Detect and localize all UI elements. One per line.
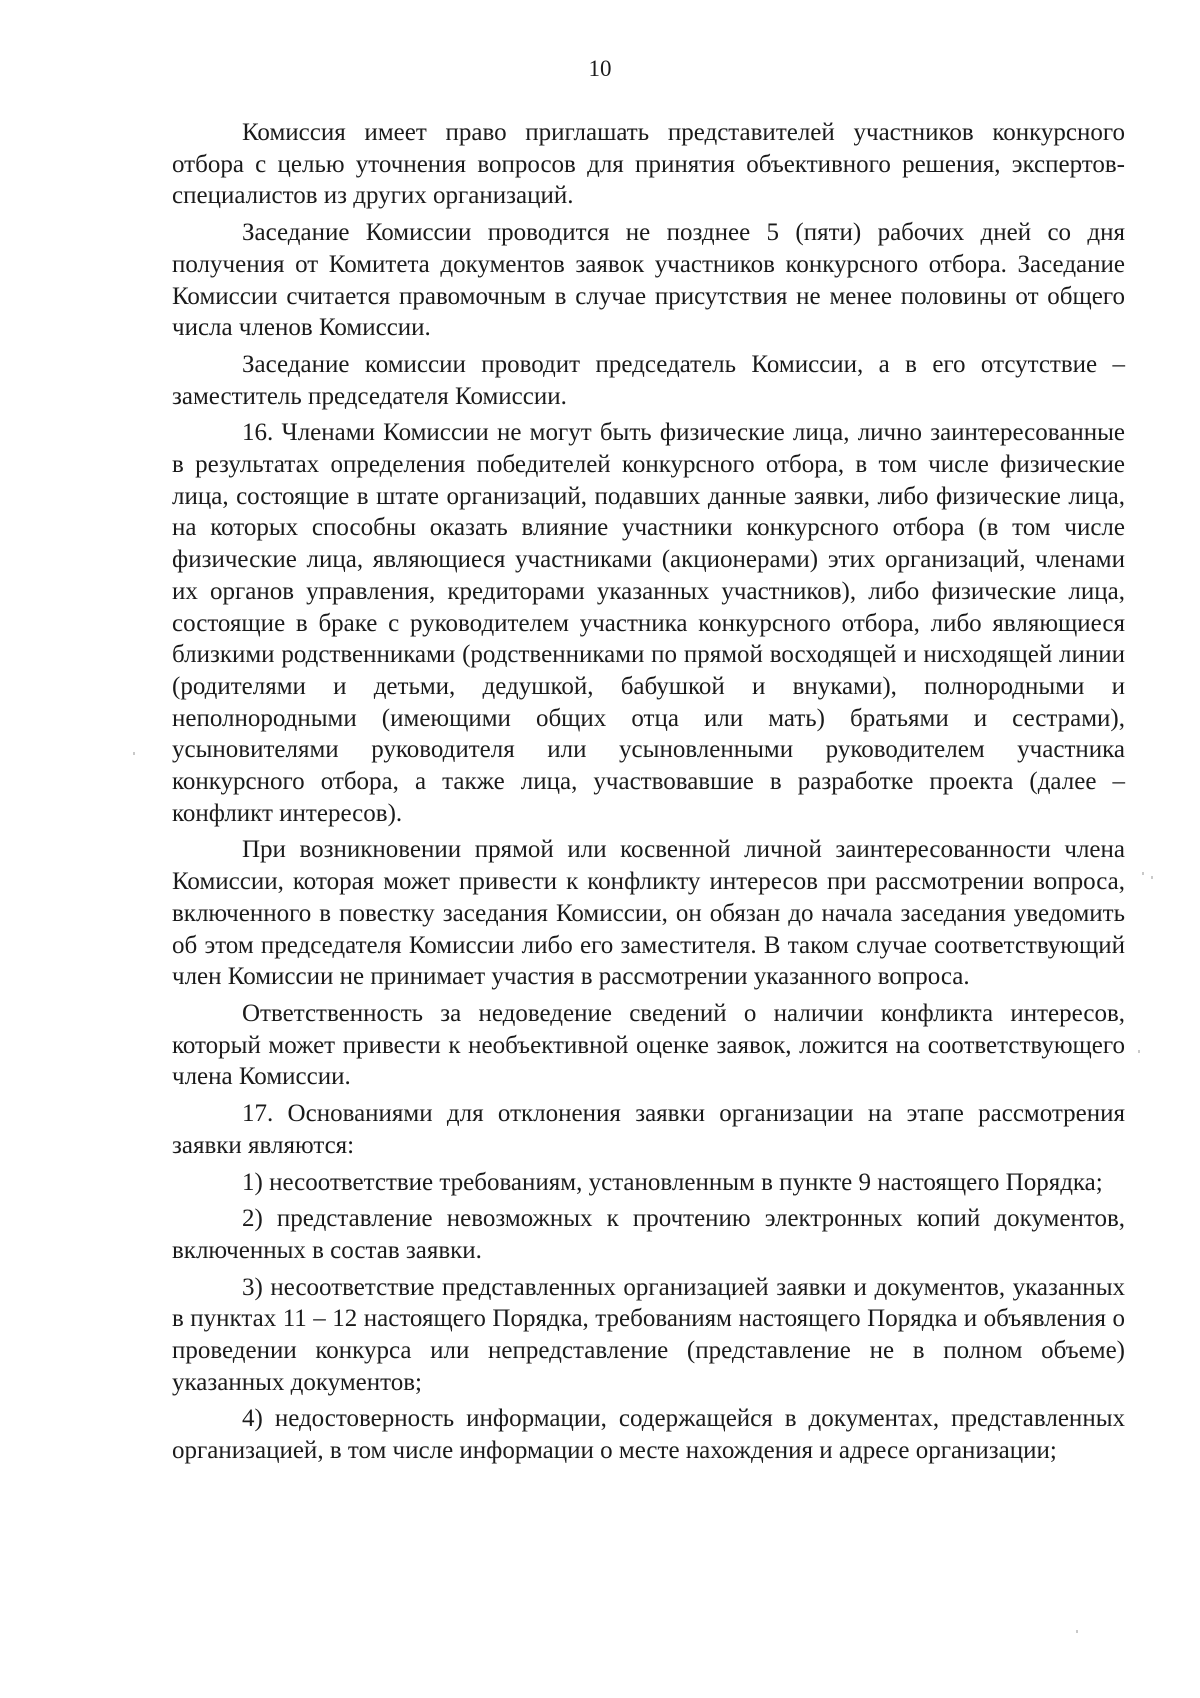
paragraph-meeting-schedule: Заседание Комиссии проводится не позднее 5 (пяти) рабочих дней со дня получения от Комитета документов заявок участников конкурсного отбора. Заседание Комиссии считается правомочным в случае присутствия не менее половины от общего числа членов Комиссии. <box>172 219 1125 342</box>
paragraph-item-17: 17. Основаниями для отклонения заявки организации на этапе рассмотрения заявки являются: <box>172 1100 1125 1159</box>
list-item-4: 4) недостоверность информации, содержащейся в документах, представленных организацией, в том числе информации о месте нахождения и адресе организации; <box>172 1405 1125 1465</box>
list-item-3: 3) несоответствие представленных организацией заявки и документов, указанных в пунктах 11 – 12 настоящего Порядка, требованиям настоящего Порядка и объявления о проведении конкурса или непредставление (представление не в полном объеме) указанных документов; <box>172 1273 1125 1396</box>
list-item-2: 2) представление невозможных к прочтению электронных копий документов, включенных в состав заявки. <box>172 1205 1125 1264</box>
list-item-1: 1) несоответствие требованиям, установленным в пункте 9 настоящего Порядка; <box>242 1168 1103 1196</box>
scan-speck <box>1076 1630 1078 1633</box>
paragraph-meeting-chair: Заседание комиссии проводит председатель Комиссии, а в его отсутствие – заместитель председателя Комиссии. <box>172 350 1125 410</box>
scan-speck <box>1138 1050 1140 1053</box>
scan-speck <box>1151 876 1153 879</box>
paragraph-responsibility: Ответственность за недоведение сведений о наличии конфликта интересов, который может привести к необъективной оценке заявок, ложится на соответствующего члена Комиссии. <box>172 999 1125 1091</box>
paragraph-commission-invitations: Комиссия имеет право приглашать представителей участников конкурсного отбора с целью уточнения вопросов для принятия объективного решения, экспертов-специалистов из других организаций. <box>172 119 1125 210</box>
paragraph-conflict-notice: При возникновении прямой или косвенной личной заинтересованности члена Комиссии, которая может привести к конфликту интересов при рассмотрении вопроса, включенного в повестку заседания Комиссии, он обязан до начала заседания уведомить об этом председателя Комиссии либо его заместителя. В таком случае соответствующий член Комиссии не принимает участия в рассмотрении указанного вопроса. <box>172 836 1125 991</box>
scan-speck <box>133 752 135 755</box>
scan-speck <box>1142 872 1144 875</box>
page-number: 10 <box>588 56 612 81</box>
paragraph-item-16: 16. Членами Комиссии не могут быть физические лица, лично заинтересованные в результатах определения победителей конкурсного отбора, в том числе физические лица, состоящие в штате организаций, подавших данные заявки, либо физические лица, на которых способны оказать влияние участники конкурсного отбора (в том числе физические лица, являющиеся участниками (акционерами) этих организаций, членами их органов управления, кредиторами указанных участников), либо физические лица, состоящие в браке с руководителем участника конкурсного отбора, либо являющиеся близкими родственниками (родственниками по прямой восходящей и нисходящей линии (родителями и детьми, дедушкой, бабушкой и внуками), полнородными и неполнородными (имеющими общих отца или мать) братьями и сестрами), усыновителями руководителя или усыновленными руководителем участника конкурсного отбора, а также лица, участвовавшие в разработке проекта (далее – конфликт интересов). <box>172 419 1125 827</box>
document-body <box>172 117 1125 1472</box>
